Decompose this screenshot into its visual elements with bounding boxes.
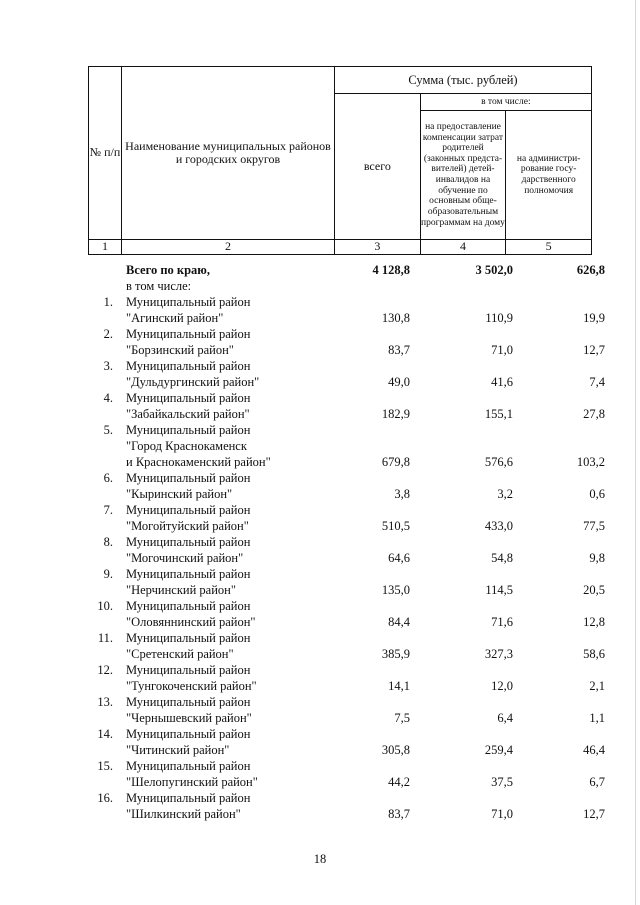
- table-row: 12. Муниципальный район "Тунгокоченский район" 14,1 12,0 2,1: [97, 663, 605, 693]
- total-row: [88, 262, 605, 294]
- page-edge: [635, 0, 636, 905]
- table-row: 15. Муниципальный район "Шелопугинский район" 44,2 37,5 6,7: [97, 759, 605, 789]
- total-v3: 4 128,8: [372, 263, 410, 277]
- header-col-name: Наименование муниципальных районов и городских округов: [122, 67, 335, 240]
- header-including: в том числе:: [420, 94, 591, 111]
- table-row: 1. Муниципальный район "Агинский район" 130,8 110,9 19,9: [103, 295, 605, 325]
- table-row: 11. Муниципальный район "Сретенский район" 385,9 327,3 58,6: [97, 631, 605, 661]
- total-v5: 626,8: [576, 263, 605, 277]
- table-row: 6. Муниципальный район "Кыринский район" 3,8 3,2 0,6: [103, 471, 605, 501]
- header-num-1: 1: [89, 240, 122, 255]
- table-row: 13. Муниципальный район "Чернышевский район" 7,5 6,4 1,1: [97, 695, 605, 725]
- header-num-5: 5: [506, 240, 592, 255]
- table-row: 2. Муниципальный район "Борзинский район" 83,7 71,0 12,7: [103, 327, 605, 357]
- header-num-2: 2: [122, 240, 335, 255]
- table-row: 8. Муниципальный район "Могочинский район" 64,6 54,8 9,8: [103, 535, 605, 565]
- table-row: 3. Муниципальный район "Дульдургинский район" 49,0 41,6 7,4: [103, 359, 605, 389]
- table-body: [88, 262, 605, 822]
- table-row: 4. Муниципальный район "Забайкальский район" 182,9 155,1 27,8: [103, 391, 605, 421]
- header-sum-title: Сумма (тыс. рублей): [335, 67, 592, 94]
- table-row: 7. Муниципальный район "Могойтуйский район" 510,5 433,0 77,5: [103, 503, 605, 533]
- header-num-3: 3: [335, 240, 421, 255]
- header-col-total: всего: [335, 94, 421, 240]
- total-label: Всего по краю,: [126, 263, 210, 277]
- table-header: [88, 66, 592, 255]
- total-v4: 3 502,0: [475, 263, 513, 277]
- table-row: 9. Муниципальный район "Нерчинский район" 135,0 114,5 20,5: [103, 567, 605, 597]
- page-number: 18: [313, 852, 327, 866]
- total-sublabel: в том числе:: [126, 279, 192, 293]
- header-num-4: 4: [420, 240, 506, 255]
- table-row: 10. Муниципальный район "Оловяннинский район" 84,4 71,6 12,8: [97, 599, 605, 629]
- table-row: 14. Муниципальный район "Читинский район" 305,8 259,4 46,4: [97, 727, 605, 757]
- table-row: 16. Муниципальный район "Шилкинский район" 83,7 71,0 12,7: [97, 791, 605, 821]
- table-row: 5. Муниципальный район "Город Краснокаменск и Краснокаменский район" 679,8 576,6 103,2: [103, 423, 605, 469]
- header-col-admin: на администри-рование госу-дарственного полномочия: [506, 111, 592, 240]
- header-col-compensation: на предоставление компенсации затрат родителей (законных предста-вителей) детей-инвалидов на обучение по основным обще-образовательным программам на дому: [420, 111, 506, 240]
- header-col-no: № п/п: [89, 67, 122, 240]
